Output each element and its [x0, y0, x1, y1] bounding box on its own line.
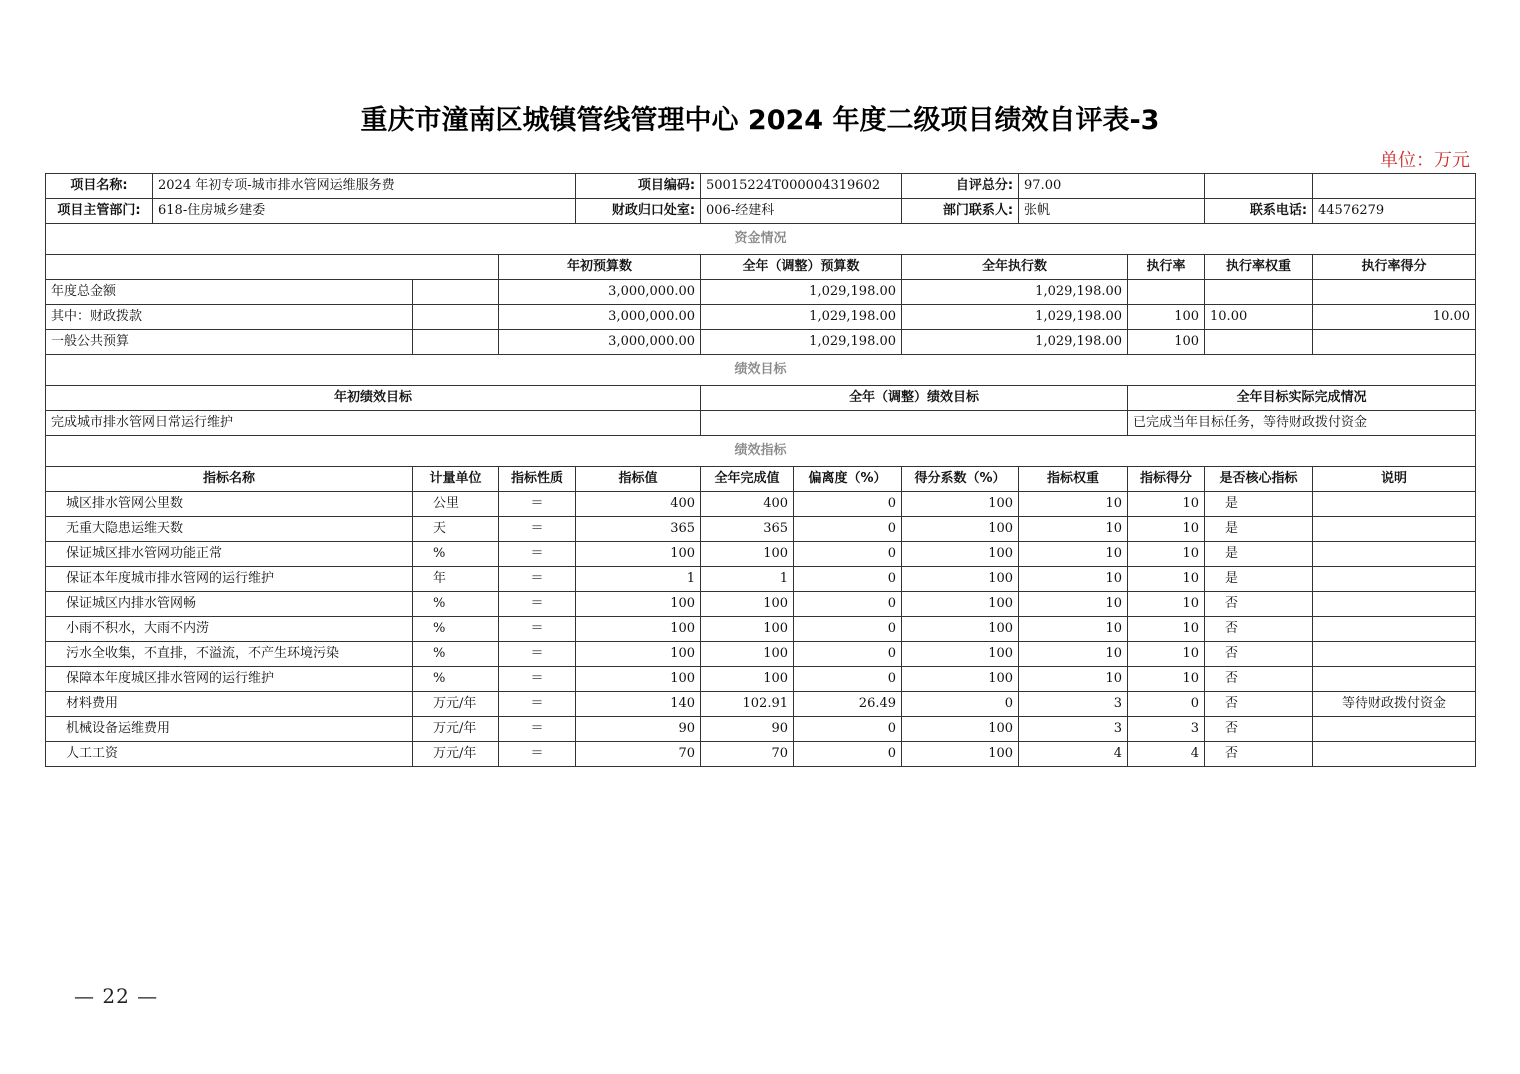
ind-header-target: 指标值 [576, 467, 701, 492]
funds-section-title: 资金情况 [46, 224, 1476, 255]
indicator-score: 10 [1128, 642, 1205, 667]
indicator-note [1313, 492, 1476, 517]
funds-header-rate: 执行率 [1128, 255, 1205, 280]
ind-header-score: 指标得分 [1128, 467, 1205, 492]
indicators-header-row [46, 467, 1476, 492]
indicator-coefficient: 0 [902, 692, 1019, 717]
indicator-row [46, 717, 1476, 742]
goals-section-title: 绩效目标 [46, 355, 1476, 386]
funds-header-adjusted: 全年（调整）预算数 [701, 255, 902, 280]
indicator-core: 否 [1205, 742, 1313, 767]
indicator-rows [46, 492, 1476, 767]
project-code-label: 项目编码: [576, 174, 701, 199]
indicator-nature: ＝ [499, 617, 576, 642]
funds-row-executed: 1,029,198.00 [902, 280, 1128, 305]
indicator-weight: 3 [1019, 692, 1128, 717]
indicator-row [46, 567, 1476, 592]
funds-header-score: 执行率得分 [1313, 255, 1476, 280]
indicator-deviation: 0 [794, 667, 902, 692]
project-name-label: 项目名称: [46, 174, 153, 199]
funds-row-name: 年度总金额 [46, 280, 413, 305]
indicator-target: 400 [576, 492, 701, 517]
score-value: 97.00 [1019, 174, 1205, 199]
indicator-row [46, 617, 1476, 642]
funds-row-weight: 10.00 [1205, 305, 1313, 330]
funds-row-rate: 100 [1128, 305, 1205, 330]
performance-table [45, 173, 1476, 767]
indicator-unit: % [413, 542, 499, 567]
funds-row-name: 一般公共预算 [46, 330, 413, 355]
indicator-core: 是 [1205, 517, 1313, 542]
indicator-core: 否 [1205, 642, 1313, 667]
indicator-weight: 10 [1019, 542, 1128, 567]
goals-header-row [46, 386, 1476, 411]
ind-header-core: 是否核心指标 [1205, 467, 1313, 492]
funds-row-name: 其中：财政拨款 [46, 305, 413, 330]
indicator-note: 等待财政拨付资金 [1313, 692, 1476, 717]
funds-row-rate [1128, 280, 1205, 305]
funds-section-row [46, 224, 1476, 255]
indicator-note [1313, 717, 1476, 742]
indicator-coefficient: 100 [902, 542, 1019, 567]
indicator-name: 无重大隐患运维天数 [46, 517, 413, 542]
indicator-score: 10 [1128, 492, 1205, 517]
indicator-name: 污水全收集，不直排，不溢流，不产生环境污染 [46, 642, 413, 667]
indicator-coefficient: 100 [902, 517, 1019, 542]
indicator-nature: ＝ [499, 642, 576, 667]
indicator-score: 10 [1128, 617, 1205, 642]
indicator-unit: 公里 [413, 492, 499, 517]
indicator-target: 100 [576, 592, 701, 617]
funds-row-score: 10.00 [1313, 305, 1476, 330]
indicator-deviation: 0 [794, 492, 902, 517]
indicators-section-row [46, 436, 1476, 467]
dept-value: 618-住房城乡建委 [153, 199, 576, 224]
indicator-target: 100 [576, 642, 701, 667]
indicator-weight: 10 [1019, 592, 1128, 617]
indicator-deviation: 0 [794, 517, 902, 542]
ind-header-unit: 计量单位 [413, 467, 499, 492]
indicator-name: 机械设备运维费用 [46, 717, 413, 742]
indicator-deviation: 0 [794, 567, 902, 592]
indicator-actual: 100 [701, 642, 794, 667]
indicator-coefficient: 100 [902, 742, 1019, 767]
funds-header-initial: 年初预算数 [499, 255, 701, 280]
indicator-name: 小雨不积水，大雨不内涝 [46, 617, 413, 642]
indicator-name: 人工工资 [46, 742, 413, 767]
ind-header-actual: 全年完成值 [701, 467, 794, 492]
indicator-note [1313, 567, 1476, 592]
indicator-row [46, 492, 1476, 517]
phone-value: 44576279 [1313, 199, 1476, 224]
indicator-score: 0 [1128, 692, 1205, 717]
indicator-actual: 100 [701, 617, 794, 642]
indicator-core: 是 [1205, 492, 1313, 517]
indicator-note [1313, 542, 1476, 567]
indicator-score: 4 [1128, 742, 1205, 767]
indicator-nature: ＝ [499, 742, 576, 767]
indicator-actual: 90 [701, 717, 794, 742]
unit-label: 单位：万元 [1380, 150, 1470, 171]
indicator-core: 否 [1205, 592, 1313, 617]
funds-row-weight [1205, 330, 1313, 355]
indicator-note [1313, 517, 1476, 542]
indicator-core: 否 [1205, 667, 1313, 692]
indicator-weight: 10 [1019, 517, 1128, 542]
indicator-score: 3 [1128, 717, 1205, 742]
indicator-name: 城区排水管网公里数 [46, 492, 413, 517]
ind-header-coefficient: 得分系数（%） [902, 467, 1019, 492]
indicator-weight: 10 [1019, 567, 1128, 592]
indicator-row [46, 542, 1476, 567]
indicator-weight: 10 [1019, 642, 1128, 667]
indicator-actual: 100 [701, 592, 794, 617]
indicator-actual: 1 [701, 567, 794, 592]
office-value: 006-经建科 [701, 199, 902, 224]
goals-header-adjusted: 全年（调整）绩效目标 [701, 386, 1128, 411]
indicator-coefficient: 100 [902, 592, 1019, 617]
indicator-name: 保证本年度城市排水管网的运行维护 [46, 567, 413, 592]
indicator-unit: % [413, 667, 499, 692]
indicator-note [1313, 742, 1476, 767]
page-number: — 22 — [74, 984, 159, 1008]
indicator-target: 70 [576, 742, 701, 767]
contact-value: 张帆 [1019, 199, 1205, 224]
indicators-section-title: 绩效指标 [46, 436, 1476, 467]
funds-row-adjusted: 1,029,198.00 [701, 280, 902, 305]
funds-row [46, 330, 1476, 355]
funds-header-weight: 执行率权重 [1205, 255, 1313, 280]
indicator-core: 否 [1205, 692, 1313, 717]
contact-label: 部门联系人: [902, 199, 1019, 224]
indicator-target: 100 [576, 667, 701, 692]
indicator-target: 365 [576, 517, 701, 542]
goals-value-row [46, 411, 1476, 436]
funds-row-executed: 1,029,198.00 [902, 305, 1128, 330]
indicator-coefficient: 100 [902, 717, 1019, 742]
ind-header-nature: 指标性质 [499, 467, 576, 492]
indicator-score: 10 [1128, 592, 1205, 617]
indicator-unit: 年 [413, 567, 499, 592]
phone-label: 联系电话: [1205, 199, 1313, 224]
score-label: 自评总分: [902, 174, 1019, 199]
ind-header-note: 说明 [1313, 467, 1476, 492]
indicator-score: 10 [1128, 517, 1205, 542]
funds-row-score [1313, 330, 1476, 355]
funds-row [46, 280, 1476, 305]
goals-initial-value: 完成城市排水管网日常运行维护 [46, 411, 701, 436]
empty-cell [1205, 174, 1313, 199]
empty-cell [413, 280, 499, 305]
indicator-name: 保障本年度城区排水管网的运行维护 [46, 667, 413, 692]
indicator-core: 是 [1205, 542, 1313, 567]
indicator-score: 10 [1128, 542, 1205, 567]
goals-actual-value: 已完成当年目标任务，等待财政拨付资金 [1128, 411, 1476, 436]
indicator-coefficient: 100 [902, 492, 1019, 517]
funds-row-weight [1205, 280, 1313, 305]
indicator-coefficient: 100 [902, 667, 1019, 692]
funds-row-adjusted: 1,029,198.00 [701, 305, 902, 330]
indicator-unit: 万元/年 [413, 717, 499, 742]
empty-cell [413, 305, 499, 330]
goals-header-actual: 全年目标实际完成情况 [1128, 386, 1476, 411]
indicator-actual: 100 [701, 667, 794, 692]
indicator-nature: ＝ [499, 692, 576, 717]
indicator-target: 90 [576, 717, 701, 742]
info-row-2 [46, 199, 1476, 224]
page-title: 重庆市潼南区城镇管线管理中心 2024 年度二级项目绩效自评表-3 [360, 105, 1160, 136]
indicator-score: 10 [1128, 667, 1205, 692]
ind-header-name: 指标名称 [46, 467, 413, 492]
funds-header-executed: 全年执行数 [902, 255, 1128, 280]
indicator-core: 是 [1205, 567, 1313, 592]
indicator-nature: ＝ [499, 717, 576, 742]
indicator-deviation: 0 [794, 617, 902, 642]
indicator-core: 否 [1205, 717, 1313, 742]
funds-header-row [46, 255, 1476, 280]
dept-label: 项目主管部门: [46, 199, 153, 224]
indicator-weight: 3 [1019, 717, 1128, 742]
project-code-value: 50015224T000004319602 [701, 174, 902, 199]
funds-row-score [1313, 280, 1476, 305]
indicator-weight: 10 [1019, 617, 1128, 642]
indicator-target: 140 [576, 692, 701, 717]
indicator-deviation: 0 [794, 642, 902, 667]
indicator-name: 材料费用 [46, 692, 413, 717]
indicator-row [46, 592, 1476, 617]
ind-header-weight: 指标权重 [1019, 467, 1128, 492]
indicator-target: 100 [576, 617, 701, 642]
indicator-weight: 10 [1019, 667, 1128, 692]
indicator-note [1313, 617, 1476, 642]
indicator-nature: ＝ [499, 517, 576, 542]
goals-section-row [46, 355, 1476, 386]
indicator-unit: 天 [413, 517, 499, 542]
goals-adjusted-value [701, 411, 1128, 436]
empty-cell [413, 330, 499, 355]
indicator-actual: 365 [701, 517, 794, 542]
indicator-coefficient: 100 [902, 567, 1019, 592]
indicator-name: 保证城区排水管网功能正常 [46, 542, 413, 567]
indicator-nature: ＝ [499, 567, 576, 592]
indicator-row [46, 742, 1476, 767]
indicator-nature: ＝ [499, 492, 576, 517]
indicator-coefficient: 100 [902, 642, 1019, 667]
indicator-deviation: 0 [794, 742, 902, 767]
funds-row-rate: 100 [1128, 330, 1205, 355]
empty-cell [46, 255, 499, 280]
indicator-weight: 10 [1019, 492, 1128, 517]
funds-row [46, 305, 1476, 330]
indicator-nature: ＝ [499, 667, 576, 692]
indicator-actual: 102.91 [701, 692, 794, 717]
indicator-row [46, 517, 1476, 542]
indicator-unit: 万元/年 [413, 692, 499, 717]
funds-row-adjusted: 1,029,198.00 [701, 330, 902, 355]
indicator-score: 10 [1128, 567, 1205, 592]
info-row-1 [46, 174, 1476, 199]
indicator-unit: 万元/年 [413, 742, 499, 767]
indicator-nature: ＝ [499, 592, 576, 617]
indicator-actual: 100 [701, 542, 794, 567]
project-name-value: 2024 年初专项-城市排水管网运维服务费 [153, 174, 576, 199]
funds-row-initial: 3,000,000.00 [499, 305, 701, 330]
indicator-weight: 4 [1019, 742, 1128, 767]
indicator-core: 否 [1205, 617, 1313, 642]
indicator-name: 保证城区内排水管网畅 [46, 592, 413, 617]
indicator-unit: % [413, 617, 499, 642]
indicator-unit: % [413, 592, 499, 617]
indicator-actual: 70 [701, 742, 794, 767]
indicator-note [1313, 592, 1476, 617]
indicator-deviation: 0 [794, 717, 902, 742]
funds-row-initial: 3,000,000.00 [499, 330, 701, 355]
indicator-row [46, 642, 1476, 667]
indicator-nature: ＝ [499, 542, 576, 567]
indicator-note [1313, 667, 1476, 692]
funds-row-initial: 3,000,000.00 [499, 280, 701, 305]
indicator-target: 100 [576, 542, 701, 567]
office-label: 财政归口处室: [576, 199, 701, 224]
empty-cell [1313, 174, 1476, 199]
ind-header-deviation: 偏离度（%） [794, 467, 902, 492]
goals-header-initial: 年初绩效目标 [46, 386, 701, 411]
indicator-unit: % [413, 642, 499, 667]
indicator-row [46, 667, 1476, 692]
indicator-deviation: 26.49 [794, 692, 902, 717]
indicator-row [46, 692, 1476, 717]
indicator-deviation: 0 [794, 592, 902, 617]
funds-row-executed: 1,029,198.00 [902, 330, 1128, 355]
indicator-coefficient: 100 [902, 617, 1019, 642]
indicator-target: 1 [576, 567, 701, 592]
indicator-note [1313, 642, 1476, 667]
indicator-actual: 400 [701, 492, 794, 517]
indicator-deviation: 0 [794, 542, 902, 567]
